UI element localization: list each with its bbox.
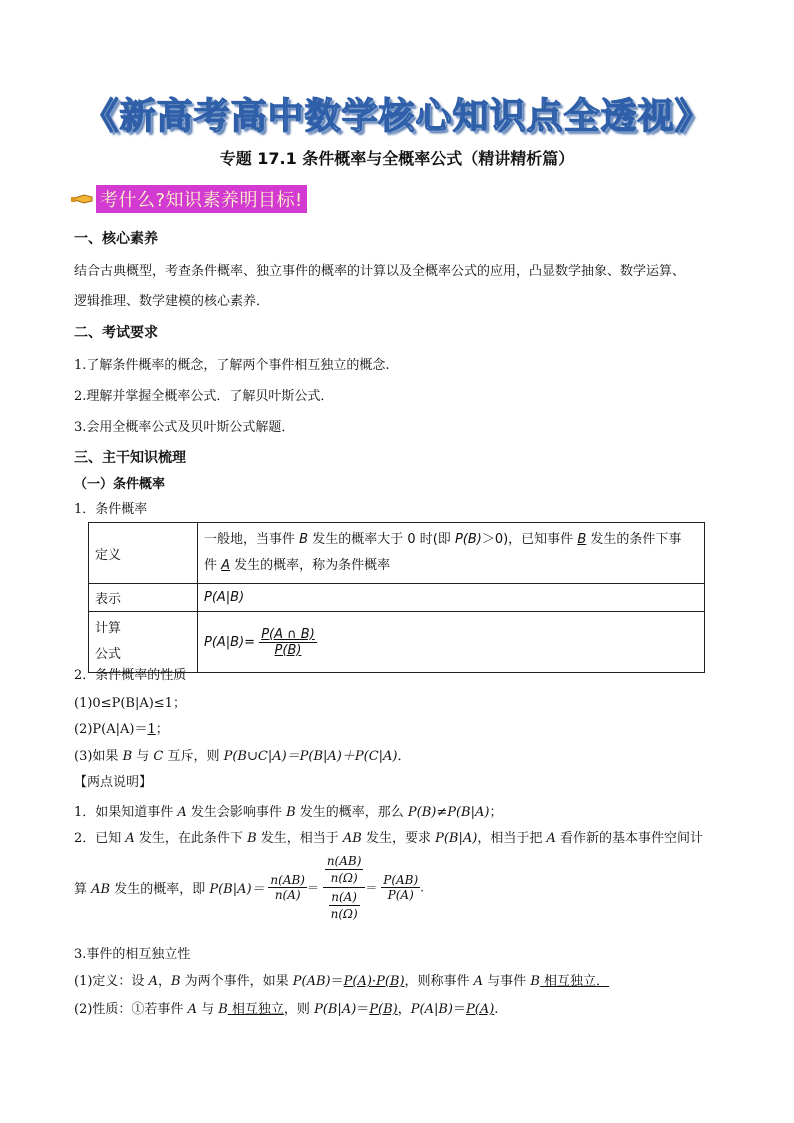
table-value-definition (198, 523, 705, 584)
text: ， (157, 974, 171, 989)
numerator (323, 852, 366, 888)
text: 相互独立． (539, 974, 610, 989)
text: B (218, 1002, 228, 1017)
note-line (74, 801, 502, 820)
text: A (473, 974, 484, 989)
text: 发生的概率，即 (110, 882, 210, 897)
section-heading-core-literacy: 一、核心素养 (74, 231, 158, 247)
text: (3)如果 (74, 749, 123, 764)
text: ； (489, 805, 503, 820)
fraction (268, 873, 307, 902)
denominator: n(A) (274, 888, 301, 902)
item-heading: 1．条件概率 (74, 502, 148, 517)
text: B (299, 532, 309, 547)
requirement-item: 3.会用全概率公式及贝叶斯公式解题． (74, 420, 295, 435)
text: ． (397, 749, 411, 764)
definition-line (74, 970, 609, 989)
text: ＝ (330, 974, 344, 989)
paragraph-line: 结合古典概型，考查条件概率、独立事件的概率的计算以及全概率公式的应用，凸显数学抽象、数学运算、 (74, 264, 686, 279)
text: P(A) (466, 1002, 495, 1017)
text: 算 (74, 882, 92, 897)
compound-fraction (323, 852, 366, 923)
text: 发生的概率，称为条件概率 (230, 558, 391, 573)
text: A (221, 558, 231, 573)
text: (2)P(A|A)＝ (74, 722, 148, 737)
text: P(B∪C|A)＝P(B|A)＋P(C|A) (223, 749, 398, 764)
text: ，相当于把 (477, 831, 547, 846)
fraction (259, 627, 317, 658)
text: ； (155, 722, 169, 737)
text: AB (342, 831, 362, 846)
text: P(B|A) (435, 831, 478, 846)
fraction (329, 889, 360, 922)
numerator: n(A) (329, 889, 360, 906)
text: ＝ (452, 1002, 466, 1017)
text: P(B) (369, 1002, 398, 1017)
text: 公式 (95, 647, 122, 662)
goal-row (70, 186, 307, 212)
text: 件 (204, 558, 222, 573)
item-heading: 2．条件概率的性质 (74, 668, 187, 683)
text: 与 (196, 1002, 219, 1017)
text: 发生的概率大于 0 时(即 (308, 532, 455, 547)
text: . (494, 1002, 499, 1017)
topic-subtitle: 专题 17.1 条件概率与全概率公式（精讲精析篇） (219, 149, 575, 168)
text: B (170, 974, 181, 989)
text: B (122, 749, 133, 764)
numerator: n(AB) (270, 873, 305, 887)
text: P(B) (454, 532, 482, 547)
table-row (89, 584, 705, 612)
denominator (323, 888, 366, 923)
text: 与 (132, 749, 154, 764)
table-row (89, 523, 705, 584)
denominator: P(A) (387, 888, 414, 902)
requirement-item: 2.理解并掌握全概率公式．了解贝叶斯公式． (74, 389, 334, 404)
text: 一般地，当事件 (204, 532, 300, 547)
text: A (177, 805, 187, 820)
text: 1 (147, 722, 156, 737)
text: 发生，相当于 (256, 831, 343, 846)
requirement-item: 1.了解条件概率的概念，了解两个事件相互独立的概念. (74, 358, 390, 373)
denominator: n(Ω) (330, 907, 358, 921)
numerator: n(AB) (326, 854, 362, 868)
text: ＝ (306, 881, 319, 895)
subsection-heading: （一）条件概率 (74, 477, 166, 492)
denominator: n(Ω) (330, 871, 358, 885)
text: ， (397, 1002, 411, 1017)
text: B (530, 974, 540, 989)
text: 为两个事件，如果 (180, 974, 293, 989)
text: 相互独立 (227, 1002, 284, 1017)
text: (1)定义：设 (74, 974, 149, 989)
text: B (247, 831, 257, 846)
text: A (125, 831, 135, 846)
property-line (74, 998, 498, 1017)
property-line (74, 745, 411, 764)
table-key: 表示 (89, 584, 198, 612)
text: ，则 (283, 1002, 315, 1017)
table-value-formula (198, 612, 705, 673)
text: B (286, 805, 296, 820)
goal-banner: 考什么?知识素养明目标! (96, 185, 307, 213)
text: ＝ (365, 881, 378, 895)
text: ＝ (356, 1002, 370, 1017)
denominator: P(B) (274, 642, 302, 658)
item-heading: 3.事件的相互独立性 (74, 947, 191, 962)
text: P(A|B)= (204, 634, 256, 650)
text: B (577, 532, 587, 547)
note-line (74, 827, 703, 846)
table-value: P(A|B) (198, 584, 705, 612)
text: A (148, 974, 158, 989)
text: A (187, 1002, 197, 1017)
numerator: P(A ∩ B) (261, 626, 315, 642)
text: 与事件 (483, 974, 531, 989)
text: P(B)≠P(B|A) (407, 805, 490, 820)
text (74, 878, 265, 897)
text: 发生的条件下事 (586, 532, 682, 547)
section-heading-knowledge: 三、主干知识梳理 (74, 450, 186, 466)
text: A (546, 831, 556, 846)
text: P(B|A)＝ (209, 882, 265, 897)
text: P(A|B) (410, 1002, 453, 1017)
section-heading-exam-requirements: 二、考试要求 (74, 325, 158, 341)
text: C (153, 749, 164, 764)
text: 发生的概率，那么 (295, 805, 408, 820)
pointing-hand-icon (70, 191, 94, 207)
fraction (381, 873, 420, 902)
text: P(A)·P(B) (343, 974, 405, 989)
text: ，则称事件 (404, 974, 474, 989)
text: 互斥，则 (163, 749, 224, 764)
note-formula-line (74, 852, 424, 923)
text: . (420, 880, 424, 895)
text: 发生，在此条件下 (134, 831, 248, 846)
text: (2)性质：①若事件 (74, 1002, 188, 1017)
property-line (74, 718, 169, 737)
paragraph-line: 逻辑推理、数学建模的核心素养． (74, 294, 270, 309)
conditional-probability-table (88, 522, 705, 673)
text: 发生会影响事件 (186, 805, 287, 820)
notes-heading: 【两点说明】 (74, 775, 153, 790)
text: 计算 (95, 621, 122, 636)
series-banner-title: 《新高考高中数学核心知识点全透视》 (82, 95, 712, 137)
text: 发生，要求 (361, 831, 436, 846)
text: AB (91, 882, 111, 897)
numerator: P(AB) (383, 873, 419, 887)
text: P(B|A) (314, 1002, 357, 1017)
text: 2．已知 (74, 831, 126, 846)
text: P(AB) (292, 974, 331, 989)
table-key: 定义 (89, 523, 198, 584)
text: ＞0)，已知事件 (481, 532, 578, 547)
text: 1．如果知道事件 (74, 805, 178, 820)
text: 看作新的基本事件空间计 (555, 831, 703, 846)
fraction (325, 853, 364, 886)
property-line: (1)0≤P(B|A)≤1； (74, 696, 186, 711)
